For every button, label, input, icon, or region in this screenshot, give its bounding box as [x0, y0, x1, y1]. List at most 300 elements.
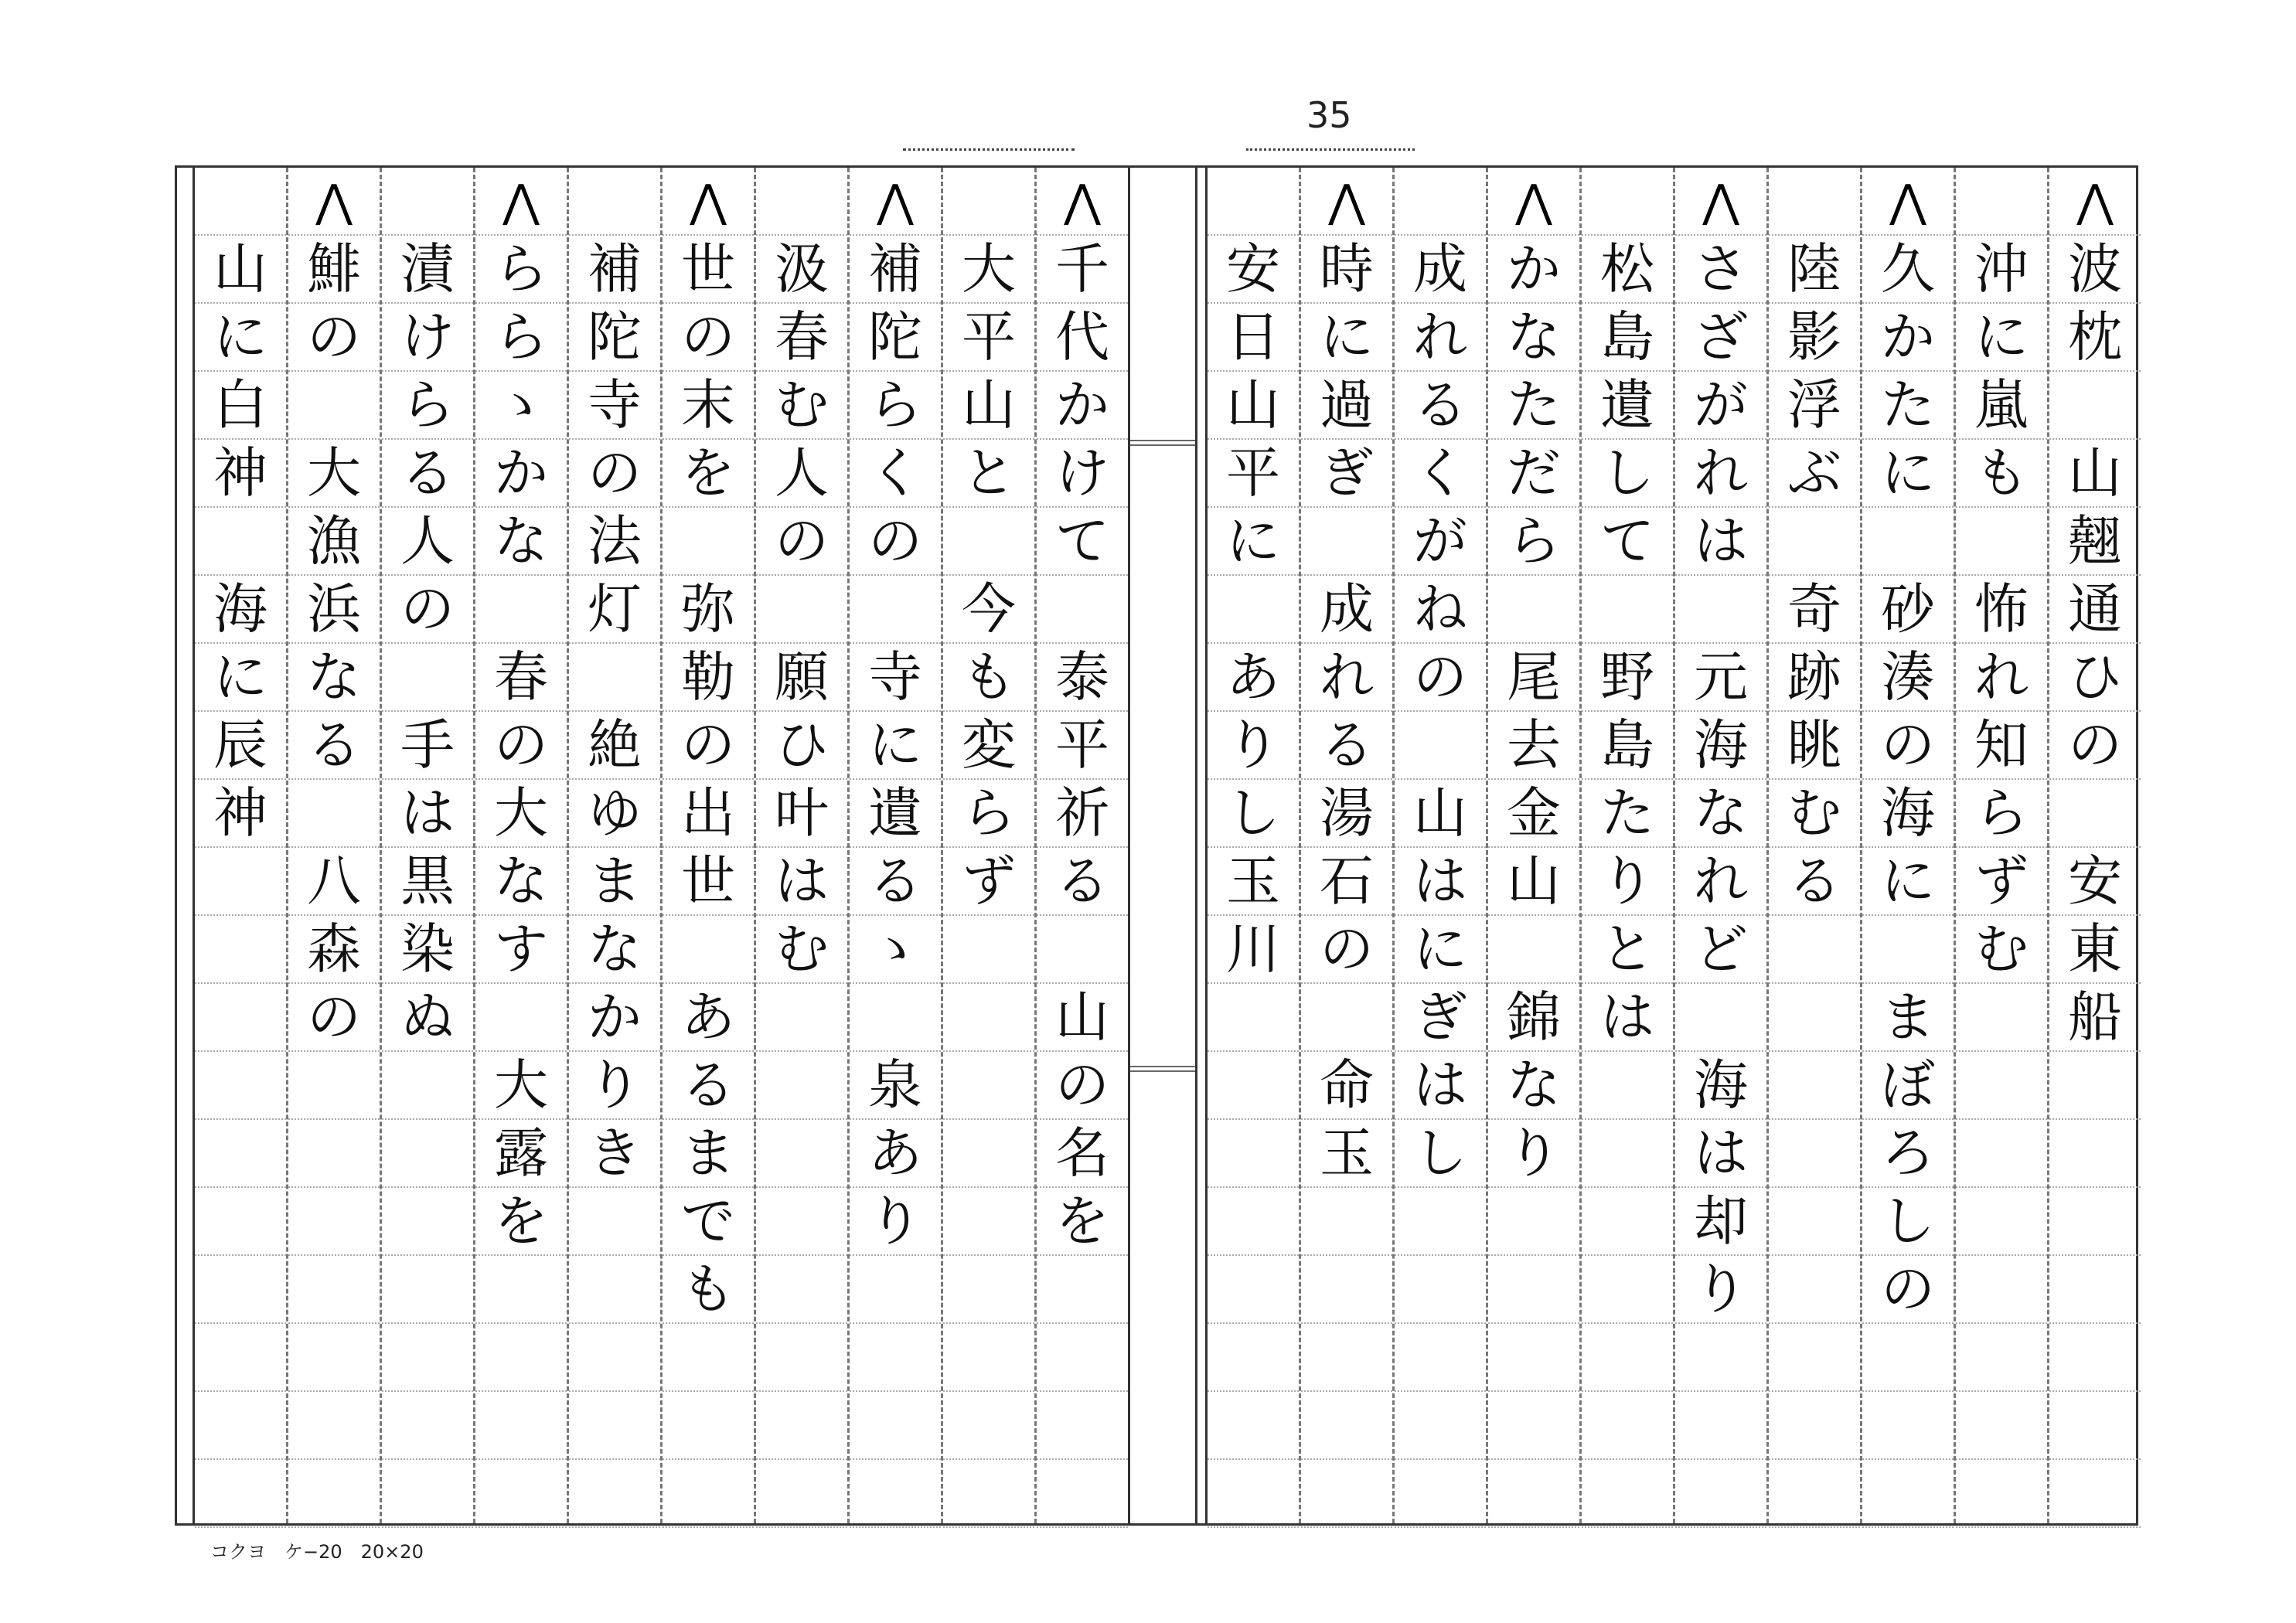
manuscript-char: 陸	[1769, 236, 1860, 304]
empty-cell	[2049, 780, 2141, 848]
empty-cell	[1862, 1324, 1954, 1392]
manuscript-char: 海	[195, 576, 286, 644]
manuscript-char: ろ	[1862, 1120, 1954, 1188]
empty-cell	[1037, 1256, 1128, 1324]
manuscript-char: 影	[1769, 304, 1860, 372]
manuscript-char: の	[756, 508, 847, 576]
manuscript-char: 野	[1582, 644, 1673, 712]
poem-mark-icon: ⋀	[1675, 168, 1766, 236]
empty-cell	[2049, 1052, 2141, 1120]
manuscript-char: る	[663, 1052, 754, 1120]
manuscript-char: あ	[1208, 644, 1299, 712]
empty-cell	[1956, 1052, 2047, 1120]
manuscript-char: は	[756, 848, 847, 916]
manuscript-char: も	[663, 1256, 754, 1324]
manuscript-char: む	[1769, 780, 1860, 848]
manuscript-char: 知	[1956, 712, 2047, 780]
empty-cell	[2049, 1188, 2141, 1256]
empty-cell	[475, 1256, 567, 1324]
manuscript-char: る	[1395, 372, 1486, 440]
manuscript-char: 世	[663, 236, 754, 304]
manuscript-char: ゝ	[475, 372, 567, 440]
manuscript-char: ざ	[1675, 304, 1766, 372]
empty-cell	[195, 1188, 286, 1256]
empty-cell	[1488, 576, 1579, 644]
manuscript-char: 遺	[1582, 372, 1673, 440]
poem-mark-icon: ⋀	[475, 168, 567, 236]
empty-cell	[382, 1392, 473, 1460]
empty-cell	[663, 916, 754, 984]
empty-cell	[1488, 1460, 1579, 1528]
text-column-4	[1766, 168, 1860, 1523]
empty-cell	[943, 1460, 1034, 1528]
empty-cell	[1956, 1256, 2047, 1324]
manuscript-char: て	[1037, 508, 1128, 576]
manuscript-char: る	[1037, 848, 1128, 916]
empty-cell	[195, 1052, 286, 1120]
empty-cell	[1395, 1324, 1486, 1392]
manuscript-char: 東	[2049, 916, 2141, 984]
manuscript-char: 弥	[663, 576, 754, 644]
manuscript-char: る	[288, 712, 380, 780]
manuscript-char: ら	[943, 780, 1034, 848]
empty-cell	[1395, 1460, 1486, 1528]
manuscript-char: 松	[1582, 236, 1673, 304]
empty-cell	[756, 1392, 847, 1460]
empty-cell	[1862, 1392, 1954, 1460]
empty-cell	[2049, 1392, 2141, 1460]
empty-cell	[943, 1188, 1034, 1256]
manuscript-char: が	[1395, 508, 1486, 576]
page-number-underline-left	[903, 148, 1075, 151]
empty-cell	[1582, 1392, 1673, 1460]
manuscript-char: 海	[1675, 1052, 1766, 1120]
empty-cell	[1769, 1120, 1860, 1188]
empty-cell	[663, 1324, 754, 1392]
text-column-3	[1860, 168, 1954, 1523]
manuscript-char: に	[1208, 508, 1299, 576]
manuscript-char: れ	[1675, 440, 1766, 508]
manuscript-char: 法	[569, 508, 660, 576]
manuscript-char: 勒	[663, 644, 754, 712]
manuscript-char: な	[288, 644, 380, 712]
text-column-11	[1034, 168, 1128, 1523]
empty-cell	[1395, 712, 1486, 780]
manuscript-char: も	[943, 644, 1034, 712]
text-column-6	[1579, 168, 1673, 1523]
manuscript-char: ま	[663, 1120, 754, 1188]
manuscript-char: 川	[1208, 916, 1299, 984]
poem-mark-icon: ⋀	[850, 168, 941, 236]
manuscript-char: 神	[195, 440, 286, 508]
manuscript-char: 大	[475, 780, 567, 848]
empty-cell	[1769, 1392, 1860, 1460]
manuscript-char: 人	[756, 440, 847, 508]
manuscript-char: く	[1395, 440, 1486, 508]
manuscript-char: ひ	[756, 712, 847, 780]
manuscript-char: か	[1037, 372, 1128, 440]
manuscript-char: り	[1488, 1120, 1579, 1188]
text-column-9	[1299, 168, 1392, 1523]
empty-cell	[1208, 1460, 1299, 1528]
empty-cell	[943, 1052, 1034, 1120]
manuscript-char: 名	[1037, 1120, 1128, 1188]
empty-cell	[756, 1324, 847, 1392]
manuscript-char: れ	[1301, 644, 1392, 712]
empty-cell	[1582, 1188, 1673, 1256]
center-binding-gutter	[1128, 168, 1197, 1523]
manuscript-char: 眺	[1769, 712, 1860, 780]
poem-mark-icon: ⋀	[1488, 168, 1579, 236]
manuscript-char: れ	[1395, 304, 1486, 372]
manuscript-char: 船	[2049, 984, 2141, 1052]
manuscript-char: 漬	[382, 236, 473, 304]
text-column-20	[192, 168, 286, 1523]
empty-cell	[850, 984, 941, 1052]
empty-cell	[1769, 1256, 1860, 1324]
manuscript-char: 願	[756, 644, 847, 712]
manuscript-char: 命	[1301, 1052, 1392, 1120]
manuscript-char: に	[850, 712, 941, 780]
manuscript-char: 汲	[756, 236, 847, 304]
manuscript-char: ね	[1395, 576, 1486, 644]
empty-cell	[1037, 916, 1128, 984]
empty-cell	[1769, 1052, 1860, 1120]
manuscript-char: を	[663, 440, 754, 508]
empty-cell	[1582, 576, 1673, 644]
manuscript-char: 山	[1037, 984, 1128, 1052]
manuscript-char: ぼ	[1862, 1052, 1954, 1120]
empty-cell	[850, 1460, 941, 1528]
empty-cell	[288, 372, 380, 440]
manuscript-char: し	[1862, 1188, 1954, 1256]
empty-cell	[288, 1392, 380, 1460]
manuscript-char: を	[1037, 1188, 1128, 1256]
empty-cell	[1395, 1188, 1486, 1256]
empty-cell	[382, 1460, 473, 1528]
manuscript-char: 陀	[569, 304, 660, 372]
manuscript-char: し	[1395, 1120, 1486, 1188]
empty-cell	[1956, 1120, 2047, 1188]
empty-cell	[1488, 1392, 1579, 1460]
manuscript-char: に	[1862, 440, 1954, 508]
manuscript-char: ぶ	[1769, 440, 1860, 508]
empty-cell	[756, 168, 847, 236]
empty-cell	[850, 1324, 941, 1392]
empty-cell	[663, 1392, 754, 1460]
empty-cell	[569, 1324, 660, 1392]
manuscript-char: 玉	[1208, 848, 1299, 916]
manuscript-char: 跡	[1769, 644, 1860, 712]
manuscript-char: の	[288, 984, 380, 1052]
empty-cell	[1208, 1392, 1299, 1460]
empty-cell	[1582, 1460, 1673, 1528]
empty-cell	[943, 168, 1034, 236]
empty-cell	[1395, 1256, 1486, 1324]
manuscript-char: ま	[1862, 984, 1954, 1052]
manuscript-char: 千	[1037, 236, 1128, 304]
manuscript-char: 嵐	[1956, 372, 2047, 440]
empty-cell	[1675, 1392, 1766, 1460]
manuscript-char: 絶	[569, 712, 660, 780]
empty-cell	[1956, 168, 2047, 236]
manuscript-char: 島	[1582, 304, 1673, 372]
empty-cell	[1301, 1188, 1392, 1256]
empty-cell	[1395, 1392, 1486, 1460]
manuscript-char: あ	[850, 1120, 941, 1188]
manuscript-char: の	[569, 440, 660, 508]
manuscript-char: 過	[1301, 372, 1392, 440]
manuscript-char: る	[1301, 712, 1392, 780]
manuscript-char: な	[1488, 1052, 1579, 1120]
empty-cell	[1769, 1324, 1860, 1392]
empty-cell	[382, 644, 473, 712]
manuscript-char: ぬ	[382, 984, 473, 1052]
manuscript-char: 春	[475, 644, 567, 712]
manuscript-char: き	[569, 1120, 660, 1188]
manuscript-char: 島	[1582, 712, 1673, 780]
empty-cell	[756, 1120, 847, 1188]
empty-cell	[288, 1188, 380, 1256]
manuscript-char: た	[1862, 372, 1954, 440]
manuscript-char: 泉	[850, 1052, 941, 1120]
manuscript-char: 却	[1675, 1188, 1766, 1256]
text-column-18	[380, 168, 473, 1523]
manuscript-char: の	[850, 508, 941, 576]
text-column-17	[473, 168, 567, 1523]
manuscript-char: ら	[1488, 508, 1579, 576]
manuscript-char: か	[1488, 236, 1579, 304]
manuscript-char: に	[1862, 848, 1954, 916]
poem-mark-icon: ⋀	[1037, 168, 1128, 236]
manuscript-char: 砂	[1862, 576, 1954, 644]
manuscript-char: り	[1675, 1256, 1766, 1324]
manuscript-char: ら	[475, 304, 567, 372]
manuscript-char: 成	[1301, 576, 1392, 644]
empty-cell	[1862, 1460, 1954, 1528]
empty-cell	[1956, 1188, 2047, 1256]
manuscript-char: に	[195, 644, 286, 712]
manuscript-char: 尾	[1488, 644, 1579, 712]
manuscript-char: 金	[1488, 780, 1579, 848]
empty-cell	[569, 644, 660, 712]
manuscript-char: さ	[1675, 236, 1766, 304]
manuscript-char: 八	[288, 848, 380, 916]
text-column-14	[754, 168, 847, 1523]
text-column-7	[1486, 168, 1579, 1523]
manuscript-char: む	[756, 372, 847, 440]
manuscript-char: と	[943, 440, 1034, 508]
manuscript-char: 枕	[2049, 304, 2141, 372]
manuscript-char: く	[850, 440, 941, 508]
manuscript-char: ま	[569, 848, 660, 916]
empty-cell	[569, 1392, 660, 1460]
empty-cell	[569, 1256, 660, 1324]
empty-cell	[569, 1460, 660, 1528]
empty-cell	[1037, 576, 1128, 644]
manuscript-char: な	[569, 916, 660, 984]
empty-cell	[756, 1188, 847, 1256]
manuscript-char: 湊	[1862, 644, 1954, 712]
manuscript-char: 平	[1208, 440, 1299, 508]
empty-cell	[943, 1256, 1034, 1324]
empty-cell	[1862, 508, 1954, 576]
empty-cell	[1488, 1256, 1579, 1324]
manuscript-char: は	[1675, 508, 1766, 576]
text-column-19	[286, 168, 380, 1523]
empty-cell	[1301, 1392, 1392, 1460]
empty-cell	[288, 1120, 380, 1188]
manuscript-char: だ	[1488, 440, 1579, 508]
empty-cell	[1301, 1460, 1392, 1528]
manuscript-char: か	[1862, 304, 1954, 372]
manuscript-char: ず	[943, 848, 1034, 916]
manuscript-char: る	[382, 440, 473, 508]
empty-cell	[1582, 1256, 1673, 1324]
manuscript-char: 浜	[288, 576, 380, 644]
manuscript-char: 翹	[2049, 508, 2141, 576]
manuscript-char: 露	[475, 1120, 567, 1188]
manuscript-char: 平	[943, 304, 1034, 372]
manuscript-char: 手	[382, 712, 473, 780]
manuscript-char: か	[569, 984, 660, 1052]
manuscript-char: む	[1956, 916, 2047, 984]
manuscript-char: の	[1862, 712, 1954, 780]
manuscript-char: 寺	[569, 372, 660, 440]
manuscript-char: 沖	[1956, 236, 2047, 304]
manuscript-char: 鯡	[288, 236, 380, 304]
empty-cell	[663, 1460, 754, 1528]
manuscript-char: の	[2049, 712, 2141, 780]
manuscript-char: り	[569, 1052, 660, 1120]
manuscript-char: 浮	[1769, 372, 1860, 440]
text-column-5	[1673, 168, 1766, 1523]
empty-cell	[1769, 984, 1860, 1052]
empty-cell	[1208, 168, 1299, 236]
text-column-10	[1205, 168, 1299, 1523]
gutter-tick-bottom	[1130, 1066, 1195, 1072]
manuscript-char: 補	[850, 236, 941, 304]
empty-cell	[382, 1188, 473, 1256]
manuscript-char: 通	[2049, 576, 2141, 644]
manuscript-char: 海	[1675, 712, 1766, 780]
empty-cell	[1675, 1324, 1766, 1392]
empty-cell	[756, 576, 847, 644]
manuscript-char: 遺	[850, 780, 941, 848]
empty-cell	[288, 1460, 380, 1528]
manuscript-char: し	[1208, 780, 1299, 848]
empty-cell	[1862, 916, 1954, 984]
empty-cell	[663, 508, 754, 576]
manuscript-char: り	[1208, 712, 1299, 780]
manuscript-char: け	[382, 304, 473, 372]
manuscript-char: の	[382, 576, 473, 644]
empty-cell	[195, 508, 286, 576]
empty-cell	[1208, 1256, 1299, 1324]
manuscript-char: 白	[195, 372, 286, 440]
manuscript-char: ど	[1675, 916, 1766, 984]
manuscript-char: 陀	[850, 304, 941, 372]
manuscript-char: 奇	[1769, 576, 1860, 644]
manuscript-char: の	[475, 712, 567, 780]
empty-cell	[475, 1324, 567, 1392]
empty-cell	[288, 1256, 380, 1324]
empty-cell	[1769, 916, 1860, 984]
empty-cell	[943, 1120, 1034, 1188]
manuscript-char: は	[1675, 1120, 1766, 1188]
manuscript-char: 山	[943, 372, 1034, 440]
empty-cell	[850, 1392, 941, 1460]
empty-cell	[1675, 576, 1766, 644]
poem-mark-icon: ⋀	[1301, 168, 1392, 236]
text-column-16	[567, 168, 660, 1523]
empty-cell	[2049, 1324, 2141, 1392]
manuscript-char: 安	[1208, 236, 1299, 304]
gutter-tick-top	[1130, 440, 1195, 446]
manuscript-char: ひ	[2049, 644, 2141, 712]
empty-cell	[756, 1256, 847, 1324]
manuscript-char: は	[1582, 984, 1673, 1052]
manuscript-char: で	[663, 1188, 754, 1256]
manuscript-char: と	[1582, 916, 1673, 984]
empty-cell	[195, 984, 286, 1052]
empty-cell	[1488, 916, 1579, 984]
manuscript-char: る	[850, 848, 941, 916]
empty-cell	[1488, 1188, 1579, 1256]
empty-cell	[1037, 1324, 1128, 1392]
manuscript-char: 灯	[569, 576, 660, 644]
empty-cell	[1769, 1188, 1860, 1256]
manuscript-char: ら	[1956, 780, 2047, 848]
empty-cell	[1488, 1324, 1579, 1392]
empty-cell	[1675, 984, 1766, 1052]
empty-cell	[288, 780, 380, 848]
manuscript-char: に	[1301, 304, 1392, 372]
manuscript-sheet	[175, 165, 2138, 1526]
empty-cell	[2049, 1460, 2141, 1528]
manuscript-char: 祈	[1037, 780, 1128, 848]
manuscript-char: れ	[1956, 644, 2047, 712]
manuscript-char: 末	[663, 372, 754, 440]
manuscript-char: の	[1862, 1256, 1954, 1324]
empty-cell	[1037, 1392, 1128, 1460]
manuscript-char: の	[1037, 1052, 1128, 1120]
empty-cell	[1675, 1460, 1766, 1528]
manuscript-char: 大	[288, 440, 380, 508]
manuscript-char: し	[1582, 440, 1673, 508]
empty-cell	[1395, 168, 1486, 236]
manuscript-char: が	[1675, 372, 1766, 440]
manuscript-char: れ	[1675, 848, 1766, 916]
manuscript-char: け	[1037, 440, 1128, 508]
empty-cell	[195, 168, 286, 236]
empty-cell	[1208, 984, 1299, 1052]
manuscript-char: 春	[756, 304, 847, 372]
manuscript-char: も	[1956, 440, 2047, 508]
manuscript-char: を	[475, 1188, 567, 1256]
manuscript-char: な	[1675, 780, 1766, 848]
empty-cell	[1301, 984, 1392, 1052]
manuscript-char: 元	[1675, 644, 1766, 712]
empty-cell	[195, 848, 286, 916]
empty-cell	[1208, 1188, 1299, 1256]
empty-cell	[382, 1052, 473, 1120]
manuscript-char: は	[1395, 1052, 1486, 1120]
manuscript-char: の	[663, 304, 754, 372]
manuscript-char: 神	[195, 780, 286, 848]
empty-cell	[382, 1256, 473, 1324]
manuscript-char: 世	[663, 848, 754, 916]
